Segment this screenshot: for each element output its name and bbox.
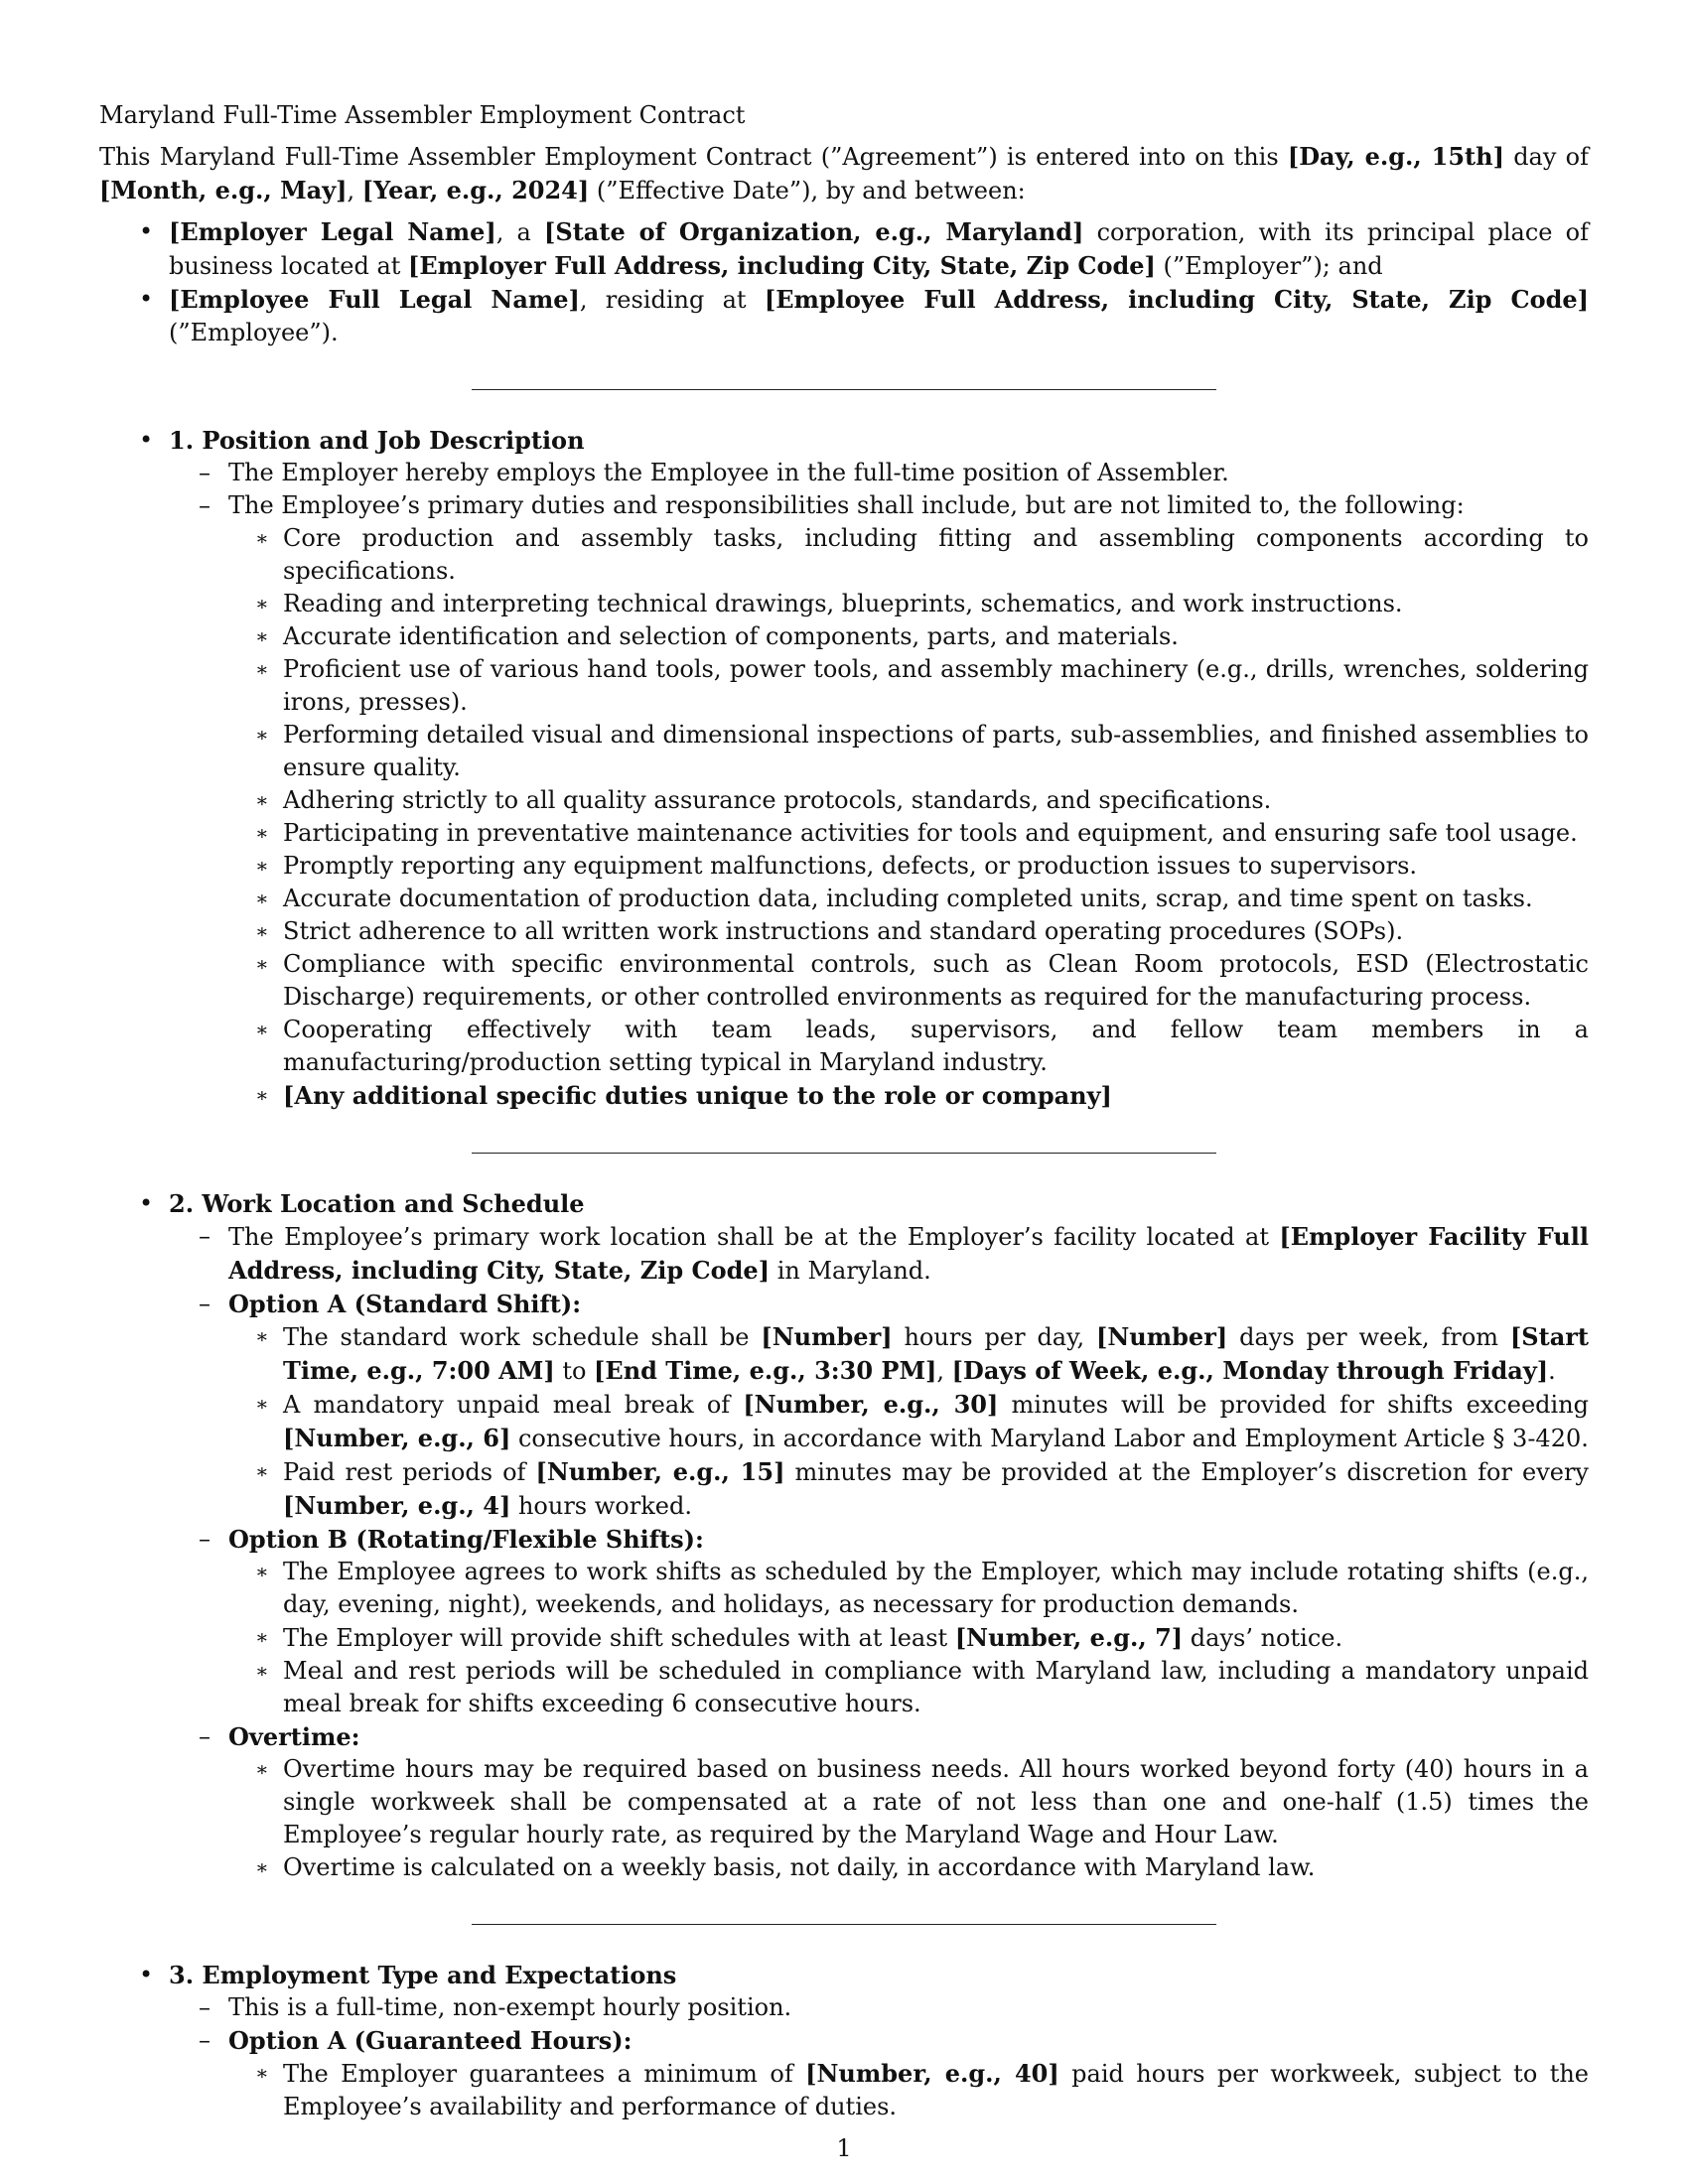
duty-item: ∗ Accurate identification and selection of components, parts, and materials. — [228, 620, 1589, 653]
overtime-heading: – Overtime: — [228, 1722, 360, 1751]
rotating-shifts: ∗ The Employee agrees to work shifts as scheduled by the Employer, which may include rotating shifts (e.g., day, evening, night), weekends, and holidays, as necessary for production demands. — [228, 1556, 1589, 1621]
meal-break — [228, 1388, 1589, 1455]
meal-text: A mandatory unpaid meal break of — [283, 1391, 744, 1419]
schedule-text: to — [554, 1357, 595, 1385]
intro-text: This Maryland Full-Time Assembler Employment Contract (”Agreement”) is entered into on this — [99, 143, 1288, 171]
overtime-list — [228, 1753, 1589, 1884]
duty-item: ∗ Compliance with specific environmental controls, such as Clean Room protocols, ESD (Electrostatic Discharge) requirements, or other controlled environments as required for the manufacturing process. — [228, 948, 1589, 1014]
start-time-placeholder: [Start Time, e.g., 7:00 AM] — [283, 1322, 1589, 1385]
party-text: , residing at — [579, 286, 765, 314]
duty-item: ∗ Reading and interpreting technical drawings, blueprints, schematics, and work instructions. — [228, 588, 1589, 620]
section-3-item — [99, 1959, 1589, 2123]
schedule-text: days per week, from — [1227, 1323, 1510, 1351]
meal-text: consecutive hours, in accordance with Maryland Labor and Employment Article § 3-420. — [510, 1425, 1589, 1452]
document-title: Maryland Full-Time Assembler Employment Contract — [99, 101, 746, 129]
option-a-guaranteed — [169, 2024, 1589, 2123]
section-divider — [472, 1153, 1216, 1154]
employee-name-placeholder: [Employee Full Legal Name] — [169, 285, 580, 314]
schedule-text: . — [1548, 1357, 1556, 1385]
party-text: (”Employer”); and — [1155, 252, 1383, 280]
year-placeholder: [Year, e.g., 2024] — [361, 176, 590, 205]
option-b-list — [228, 1556, 1589, 1720]
parties-list — [99, 215, 1589, 349]
party-text: corporation, with its principal place of business located at — [169, 218, 1589, 280]
section-2-items — [169, 1220, 1589, 1884]
section-1-duties-item — [169, 489, 1589, 1113]
meal-hours-placeholder: [Number, e.g., 6] — [283, 1424, 511, 1452]
schedule-text: , — [936, 1357, 952, 1385]
duty-item: ∗ Promptly reporting any equipment malfunctions, defects, or production issues to supervisors. — [228, 850, 1589, 883]
duty-item-additional — [228, 1079, 1589, 1113]
meal-minutes-placeholder: [Number, e.g., 30] — [743, 1390, 999, 1419]
overtime — [169, 1720, 1589, 1884]
days-placeholder: [Number] — [1096, 1322, 1228, 1351]
rest-text: minutes may be provided at the Employer’s discretion for every — [784, 1458, 1589, 1486]
duty-item: ∗ Adhering strictly to all quality assurance protocols, standards, and specifications. — [228, 784, 1589, 817]
employment-type: – This is a full-time, non-exempt hourly position. — [169, 1991, 1589, 2024]
option-b-rotating — [169, 1523, 1589, 1720]
duty-item: ∗ Performing detailed visual and dimensional inspections of parts, sub-assemblies, and finished assemblies to ensure quality. — [228, 719, 1589, 784]
section-1-items — [169, 457, 1589, 1113]
rest-text: hours worked. — [510, 1492, 692, 1520]
employee-party — [99, 283, 1589, 349]
intro-paragraph — [99, 140, 1589, 207]
guarantee-text: The Employer guarantees a minimum of — [283, 2060, 806, 2088]
employer-party — [99, 215, 1589, 283]
option-a-standard — [169, 1288, 1589, 1523]
notice-days-placeholder: [Number, e.g., 7] — [954, 1623, 1184, 1652]
work-location — [169, 1220, 1589, 1288]
option-a-heading: – Option A (Standard Shift): — [228, 1290, 582, 1318]
section-1-item — [99, 424, 1589, 1113]
employer-state-placeholder: [State of Organization, e.g., Maryland] — [544, 217, 1084, 246]
month-placeholder: [Month, e.g., May] — [99, 176, 348, 205]
duty-item: ∗ Proficient use of various hand tools, power tools, and assembly machinery (e.g., drills, wrenches, soldering irons, presses). — [228, 653, 1589, 719]
meal-rest-compliance: ∗ Meal and rest periods will be scheduled in compliance with Maryland law, including a mandatory unpaid meal break for shifts exceeding 6 consecutive hours. — [228, 1655, 1589, 1720]
section-divider — [472, 1924, 1216, 1925]
employer-name-placeholder: [Employer Legal Name] — [169, 217, 496, 246]
end-time-placeholder: [End Time, e.g., 3:30 PM] — [594, 1356, 937, 1385]
intro-text: , — [347, 177, 362, 205]
section-1-heading: • 1. Position and Job Description — [169, 426, 585, 455]
duty-item: ∗ Accurate documentation of production data, including completed units, scrap, and time spent on tasks. — [228, 883, 1589, 915]
section-3-heading: • 3. Employment Type and Expectations — [169, 1961, 677, 1989]
duty-item: ∗ Core production and assembly tasks, including fitting and assembling components according to specifications. — [228, 522, 1589, 588]
section-2-item — [99, 1187, 1589, 1884]
days-of-week-placeholder: [Days of Week, e.g., Monday through Friday] — [951, 1356, 1549, 1385]
guaranteed-hours-heading: – Option A (Guaranteed Hours): — [228, 2026, 633, 2055]
rest-periods — [228, 1455, 1589, 1523]
guaranteed-hours — [228, 2057, 1589, 2123]
meal-text: minutes will be provided for shifts exceeding — [998, 1391, 1590, 1419]
notice-text: The Employer will provide shift schedules with at least — [283, 1624, 955, 1652]
schedule-text: The standard work schedule shall be — [283, 1323, 762, 1351]
duty-item: ∗ Cooperating effectively with team leads, supervisors, and fellow team members in a manufacturing/production setting typical in Maryland industry. — [228, 1014, 1589, 1079]
facility-address-placeholder: [Employer Facility Full Address, including City, State, Zip Code] — [228, 1222, 1590, 1285]
section-2-heading: • 2. Work Location and Schedule — [169, 1189, 585, 1218]
duty-item: ∗ Participating in preventative maintenance activities for tools and equipment, and ensuring safe tool usage. — [228, 817, 1589, 850]
guaranteed-hours-placeholder: [Number, e.g., 40] — [805, 2059, 1059, 2088]
option-a-list — [228, 1320, 1589, 1523]
rest-minutes-placeholder: [Number, e.g., 15] — [535, 1457, 785, 1486]
additional-duties-placeholder: [Any additional specific duties unique to the role or company] — [283, 1081, 1112, 1110]
option-b-heading: – Option B (Rotating/Flexible Shifts): — [228, 1525, 704, 1554]
employer-address-placeholder: [Employer Full Address, including City, State, Zip Code] — [408, 251, 1156, 280]
day-placeholder: [Day, e.g., 15th] — [1287, 142, 1504, 171]
section-1 — [99, 424, 1589, 1113]
party-text: , a — [495, 218, 545, 246]
hours-placeholder: [Number] — [761, 1322, 893, 1351]
section-2 — [99, 1187, 1589, 1884]
rest-text: Paid rest periods of — [283, 1458, 536, 1486]
rest-hours-placeholder: [Number, e.g., 4] — [283, 1491, 511, 1520]
section-1-employment: – The Employer hereby employs the Employee in the full-time position of Assembler. — [169, 457, 1589, 489]
overtime-basis: ∗ Overtime is calculated on a weekly basis, not daily, in accordance with Maryland law. — [228, 1851, 1589, 1884]
location-text: in Maryland. — [770, 1257, 931, 1285]
notice-text: days’ notice. — [1183, 1624, 1343, 1652]
intro-text: (”Effective Date”), by and between: — [589, 177, 1026, 205]
schedule-text: hours per day, — [892, 1323, 1097, 1351]
guaranteed-hours-list — [228, 2057, 1589, 2123]
party-text: (”Employee”). — [169, 319, 339, 346]
section-divider — [472, 389, 1216, 390]
shift-notice — [228, 1621, 1589, 1655]
section-3-items — [169, 1991, 1589, 2123]
section-1-duties-intro: – The Employee’s primary duties and responsibilities shall include, but are not limited to, the following: — [228, 491, 1465, 519]
page-number: 1 — [836, 2134, 852, 2162]
standard-schedule — [228, 1320, 1589, 1388]
duties-list — [228, 522, 1589, 1113]
section-3 — [99, 1959, 1589, 2123]
overtime-rate: ∗ Overtime hours may be required based on business needs. All hours worked beyond forty (40) hours in a single workweek shall be compensated at a rate of not less than one and one-half (1.5) times the Employee’s regular hourly rate, as required by the Maryland Wage and Hour Law. — [228, 1753, 1589, 1851]
contract-page — [99, 99, 1589, 2123]
location-text: The Employee’s primary work location shall be at the Employer’s facility located at — [228, 1223, 1280, 1251]
intro-text: day of — [1503, 143, 1589, 171]
employee-address-placeholder: [Employee Full Address, including City, State, Zip Code] — [764, 285, 1589, 314]
guarantee-text: paid hours per workweek, subject to the Employee’s availability and performance of duties. — [283, 2060, 1590, 2120]
duty-item: ∗ Strict adherence to all written work instructions and standard operating procedures (SOPs). — [228, 915, 1589, 948]
